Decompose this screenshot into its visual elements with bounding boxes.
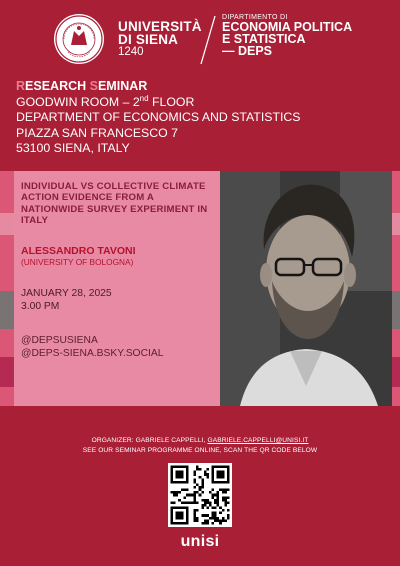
department-label: DIPARTIMENTO DI <box>222 14 288 21</box>
room-line <box>16 95 386 111</box>
header <box>0 0 400 72</box>
right-decor-strip <box>392 171 400 406</box>
organizer-line <box>0 436 400 446</box>
unisi-logo: unisi <box>180 533 220 550</box>
left-decor-strip <box>0 171 14 406</box>
university-seal-icon <box>54 14 104 64</box>
series-word2-rest: EMINAR <box>97 79 148 93</box>
department-name <box>222 22 352 45</box>
speaker-name: ALESSANDRO TAVONI <box>21 245 136 258</box>
university-year: 1240 <box>118 46 144 58</box>
room-sup: nd <box>139 93 149 103</box>
event-info <box>16 79 386 157</box>
programme-note: SEE OUR SEMINAR PROGRAMME ONLINE, SCAN THE QR CODE BELOW <box>82 447 318 454</box>
talk-date: JANUARY 28, 2025 <box>21 288 112 300</box>
series-word1-rest: ESEARCH <box>25 79 90 93</box>
university-name-line2: DI SIENA <box>118 32 179 47</box>
seminar-band <box>0 171 400 406</box>
footer-text <box>0 436 400 456</box>
series-initial-s: S <box>89 79 98 93</box>
speaker-affiliation: (UNIVERSITY OF BOLOGNA) <box>21 257 134 268</box>
organizer-email-link[interactable]: GABRIELE.CAPPELLI@UNISI.IT <box>207 437 309 444</box>
university-name <box>118 20 202 46</box>
social-handle-2: @DEPS-SIENA.BSKY.SOCIAL <box>21 347 164 359</box>
department-short: — DEPS <box>222 44 273 58</box>
room-after: FLOOR <box>148 94 195 109</box>
talk-panel <box>14 171 220 406</box>
department-name-line1: ECONOMIA POLITICA <box>222 20 353 34</box>
speaker-photo <box>220 171 392 406</box>
organizer-prefix: ORGANIZER: GABRIELE CAPPELLI, <box>91 437 208 444</box>
talk-title: INDIVIDUAL VS COLLECTIVE CLIMATE ACTION EVIDENCE FROM A NATIONWIDE SURVEY EXPERIMENT IN ITALY <box>21 181 208 226</box>
department-line: DEPARTMENT OF ECONOMICS AND STATISTICS <box>16 110 301 125</box>
city-line: 53100 SIENA, ITALY <box>16 141 130 156</box>
department-name-line2: E STATISTICA <box>222 31 306 46</box>
qr-code[interactable] <box>168 463 232 527</box>
social-handle-1: @DEPSUSIENA <box>21 335 98 347</box>
talk-time: 3.00 PM <box>21 300 60 312</box>
university-name-line1: UNIVERSITÀ <box>118 19 202 34</box>
series-initial-r: R <box>16 79 26 93</box>
divider-slash <box>198 14 218 66</box>
series-title <box>16 79 386 95</box>
room-before: GOODWIN ROOM – 2 <box>16 94 140 109</box>
address-line: PIAZZA SAN FRANCESCO 7 <box>16 125 178 140</box>
